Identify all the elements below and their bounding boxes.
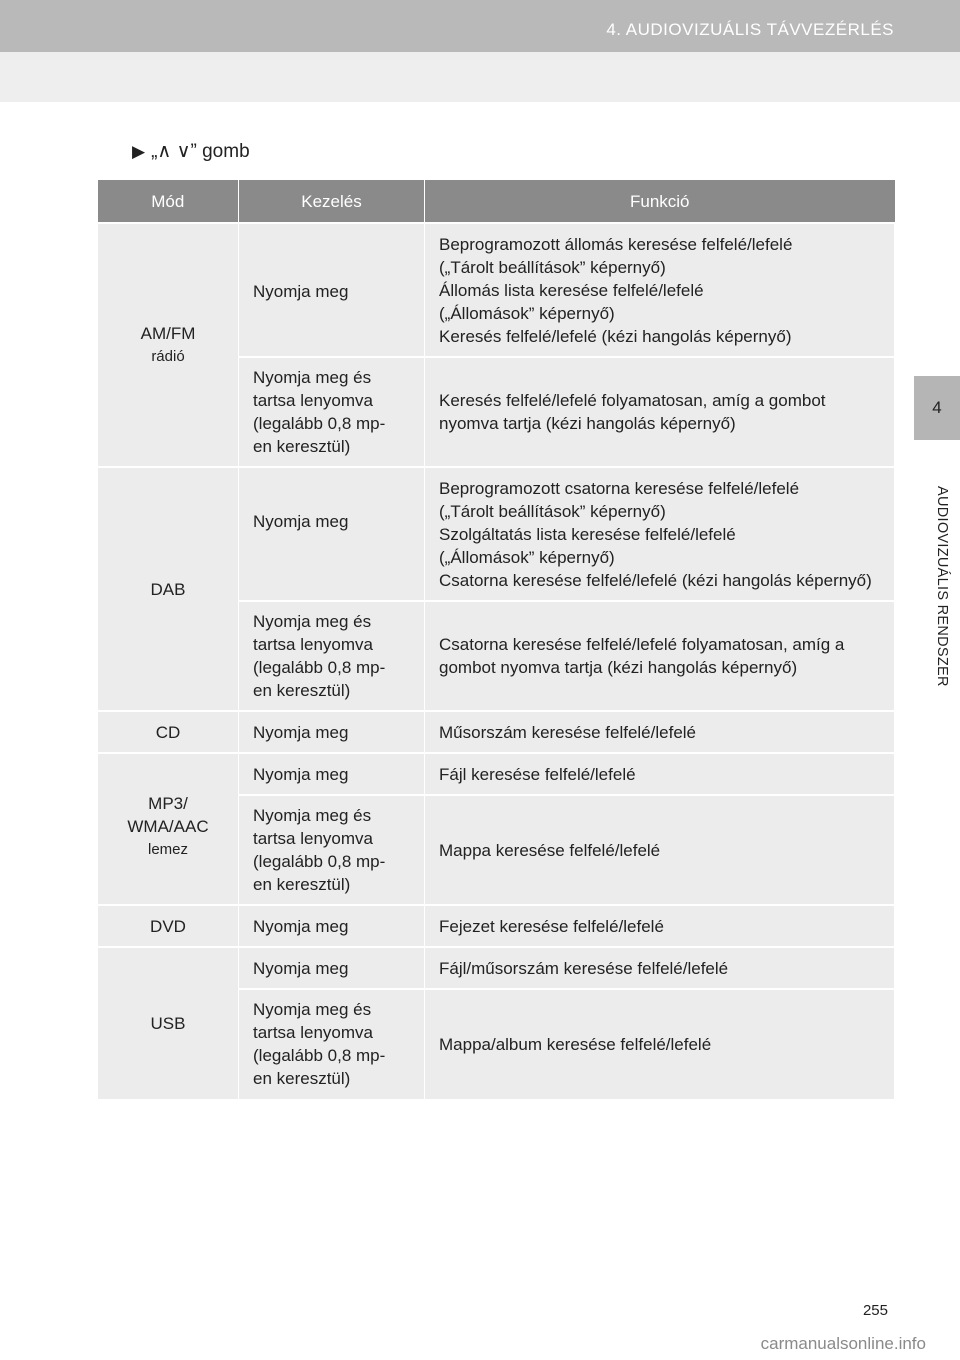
operation-cell [239, 989, 425, 1099]
function-cell [425, 223, 895, 357]
chapter-title: 4. AUDIOVIZUÁLIS TÁVVEZÉRLÉS [606, 20, 894, 39]
operation-line: Nyomja meg és [253, 1000, 372, 1020]
mode-cell-dab [98, 467, 239, 711]
mode-label: USB [150, 1013, 186, 1033]
function-cell: Fejezet keresése felfelé/lefelé [425, 905, 895, 947]
operation-cell: Nyomja meg [239, 905, 425, 947]
operation-cell [239, 357, 425, 467]
function-line: Beprogramozott állomás keresése felfelé/lefelé [439, 234, 793, 254]
function-line: gombot nyomva tartja (kézi hangolás képernyő) [439, 658, 798, 677]
operation-line: tartsa lenyomva [253, 635, 373, 654]
function-cell [425, 357, 895, 467]
mode-label: MP3/ [148, 794, 188, 813]
mode-label: CD [155, 722, 181, 742]
function-cell: Mappa/album keresése felfelé/lefelé [425, 989, 895, 1099]
column-header-mode: Mód [98, 180, 239, 223]
function-cell [425, 601, 895, 711]
column-header-operation: Kezelés [239, 180, 425, 223]
mode-cell-usb [98, 947, 239, 1099]
table-row [98, 223, 895, 357]
mode-cell-mp3 [98, 753, 239, 905]
section-heading [132, 140, 250, 163]
function-cell [425, 467, 895, 601]
table-header-row [98, 180, 895, 223]
operation-line: en keresztül) [253, 1069, 351, 1089]
operation-cell: Nyomja meg [239, 753, 425, 795]
function-cell: Műsorszám keresése felfelé/lefelé [425, 711, 895, 753]
function-line: Keresés felfelé/lefelé folyamatosan, amíg a gombot [439, 391, 826, 410]
mode-label: DVD [150, 916, 186, 936]
function-line: („Állomások” képernyő) [439, 547, 615, 567]
column-header-function: Funkció [425, 180, 895, 223]
operation-line: Nyomja meg és [253, 612, 372, 631]
mode-label: WMA/AAC [127, 817, 209, 836]
header-bar [0, 0, 960, 52]
mode-sublabel: lemez [147, 841, 188, 858]
operation-line: (legalább 0,8 mp- [253, 852, 386, 871]
operation-text: Nyomja meg [253, 512, 349, 531]
function-line: Keresés felfelé/lefelé (kézi hangolás képernyő) [439, 326, 792, 346]
table-row [98, 711, 895, 753]
operation-cell [239, 467, 425, 601]
function-cell: Fájl/műsorszám keresése felfelé/lefelé [425, 947, 895, 989]
function-line: („Állomások” képernyő) [439, 303, 615, 323]
operation-line: Nyomja meg és [253, 806, 372, 825]
function-line: Szolgáltatás lista keresése felfelé/lefelé [439, 524, 736, 544]
mode-label: AM/FM [140, 324, 196, 343]
mode-sublabel: rádió [151, 348, 185, 365]
operation-cell: Nyomja meg [239, 711, 425, 753]
function-line: („Tárolt beállítások” képernyő) [439, 257, 666, 277]
operation-line: en keresztül) [253, 681, 351, 700]
watermark-link[interactable]: carmanualsonline.info [760, 1334, 926, 1353]
operation-cell [239, 795, 425, 905]
operation-line: en keresztül) [253, 875, 351, 894]
chapter-tab[interactable] [914, 376, 960, 440]
mode-cell-dvd [98, 905, 239, 947]
function-line: Állomás lista keresése felfelé/lefelé [439, 280, 704, 300]
header-subbar [0, 52, 960, 102]
table-row [98, 753, 895, 795]
heading-text: „∧ ∨” gomb [151, 141, 250, 162]
operation-line: tartsa lenyomva [253, 1023, 373, 1043]
operation-line: en keresztül) [253, 437, 351, 456]
function-table [97, 180, 895, 1100]
function-line: Csatorna keresése felfelé/lefelé folyamatosan, amíg a [439, 635, 845, 654]
mode-cell-cd [98, 711, 239, 753]
chapter-tab-number: 4 [932, 398, 942, 417]
operation-cell: Nyomja meg [239, 947, 425, 989]
table-row [98, 467, 895, 601]
operation-line: (legalább 0,8 mp- [253, 658, 386, 677]
operation-line: tartsa lenyomva [253, 391, 373, 410]
operation-cell [239, 601, 425, 711]
function-cell: Fájl keresése felfelé/lefelé [425, 753, 895, 795]
function-cell: Mappa keresése felfelé/lefelé [425, 795, 895, 905]
operation-line: (legalább 0,8 mp- [253, 414, 386, 433]
function-line: Beprogramozott csatorna keresése felfelé/lefelé [439, 478, 800, 498]
operation-line: tartsa lenyomva [253, 829, 373, 848]
operation-line: (legalább 0,8 mp- [253, 1046, 386, 1066]
operation-cell [239, 223, 425, 357]
mode-cell-amfm [98, 223, 239, 467]
play-triangle-icon: ▶ [132, 141, 146, 161]
operation-line: Nyomja meg és [253, 368, 372, 387]
function-line: („Tárolt beállítások” képernyő) [439, 501, 666, 521]
table-row [98, 947, 895, 989]
function-line: nyomva tartja (kézi hangolás képernyő) [439, 414, 736, 433]
function-line: Csatorna keresése felfelé/lefelé (kézi hangolás képernyő) [439, 570, 872, 590]
operation-text: Nyomja meg [253, 282, 349, 301]
section-label: AUDIOVIZUÁLIS RENDSZER [934, 485, 950, 687]
page-number: 255 [862, 1302, 888, 1319]
table-row [98, 905, 895, 947]
mode-label: DAB [150, 579, 186, 599]
